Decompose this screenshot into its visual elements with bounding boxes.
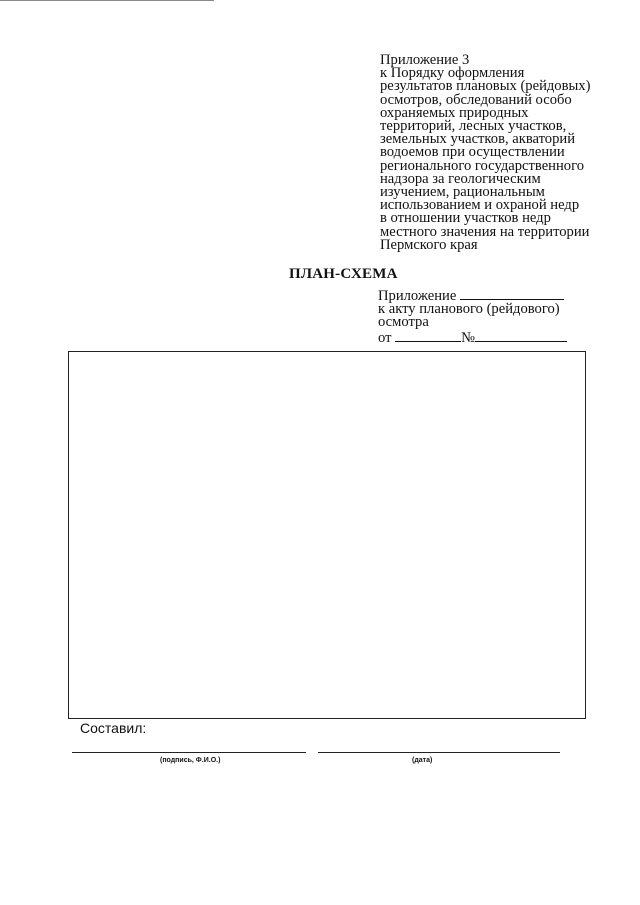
date-line[interactable] [318,752,560,753]
signature-line[interactable] [72,752,306,753]
top-edge-rule [0,0,214,1]
date-blank[interactable] [395,330,461,342]
annex-line: водоемов при осуществлении [380,144,565,161]
annex-line: Приложение 3 [380,52,470,68]
annex-line: регионального государственного [380,157,585,174]
annex-line: к Порядку оформления [380,65,525,82]
number-label: № [461,329,476,346]
act-line-inspection: осмотра [378,314,429,331]
annex-line: использованием и охраной недр [380,197,580,214]
date-caption: (дата) [412,757,433,764]
annex-line: изучением, рациональным [380,184,545,201]
date-label: от [378,329,392,346]
annex-header [380,54,630,252]
annex-line: надзора за геологическим [380,170,541,187]
act-line-to-act: к акту планового (рейдового) [378,301,560,318]
number-blank[interactable] [475,330,567,342]
act-reference [378,288,567,345]
annex-line: земельных участков, акваторий [380,131,576,148]
annex-line: местного значения на территории [380,223,590,240]
annex-line: в отношении участков недр [380,210,551,227]
annex-line: результатов плановых (рейдовых) [380,78,591,95]
annex-line: осмотров, обследований особо [380,91,572,108]
page-title: ПЛАН-СХЕМА [289,266,398,282]
signature-caption: (подпись, Ф.И.О.) [160,757,221,764]
composed-by-label: Составил: [80,720,147,736]
annex-line: Пермского края [380,236,478,253]
annex-line: охраняемых природных [380,104,529,121]
scheme-drawing-area[interactable] [68,351,586,719]
annex-number-blank[interactable] [460,288,564,300]
act-line-date-number [378,330,567,345]
act-annex-label: Приложение [378,288,457,304]
annex-line: территорий, лесных участков, [380,118,567,135]
